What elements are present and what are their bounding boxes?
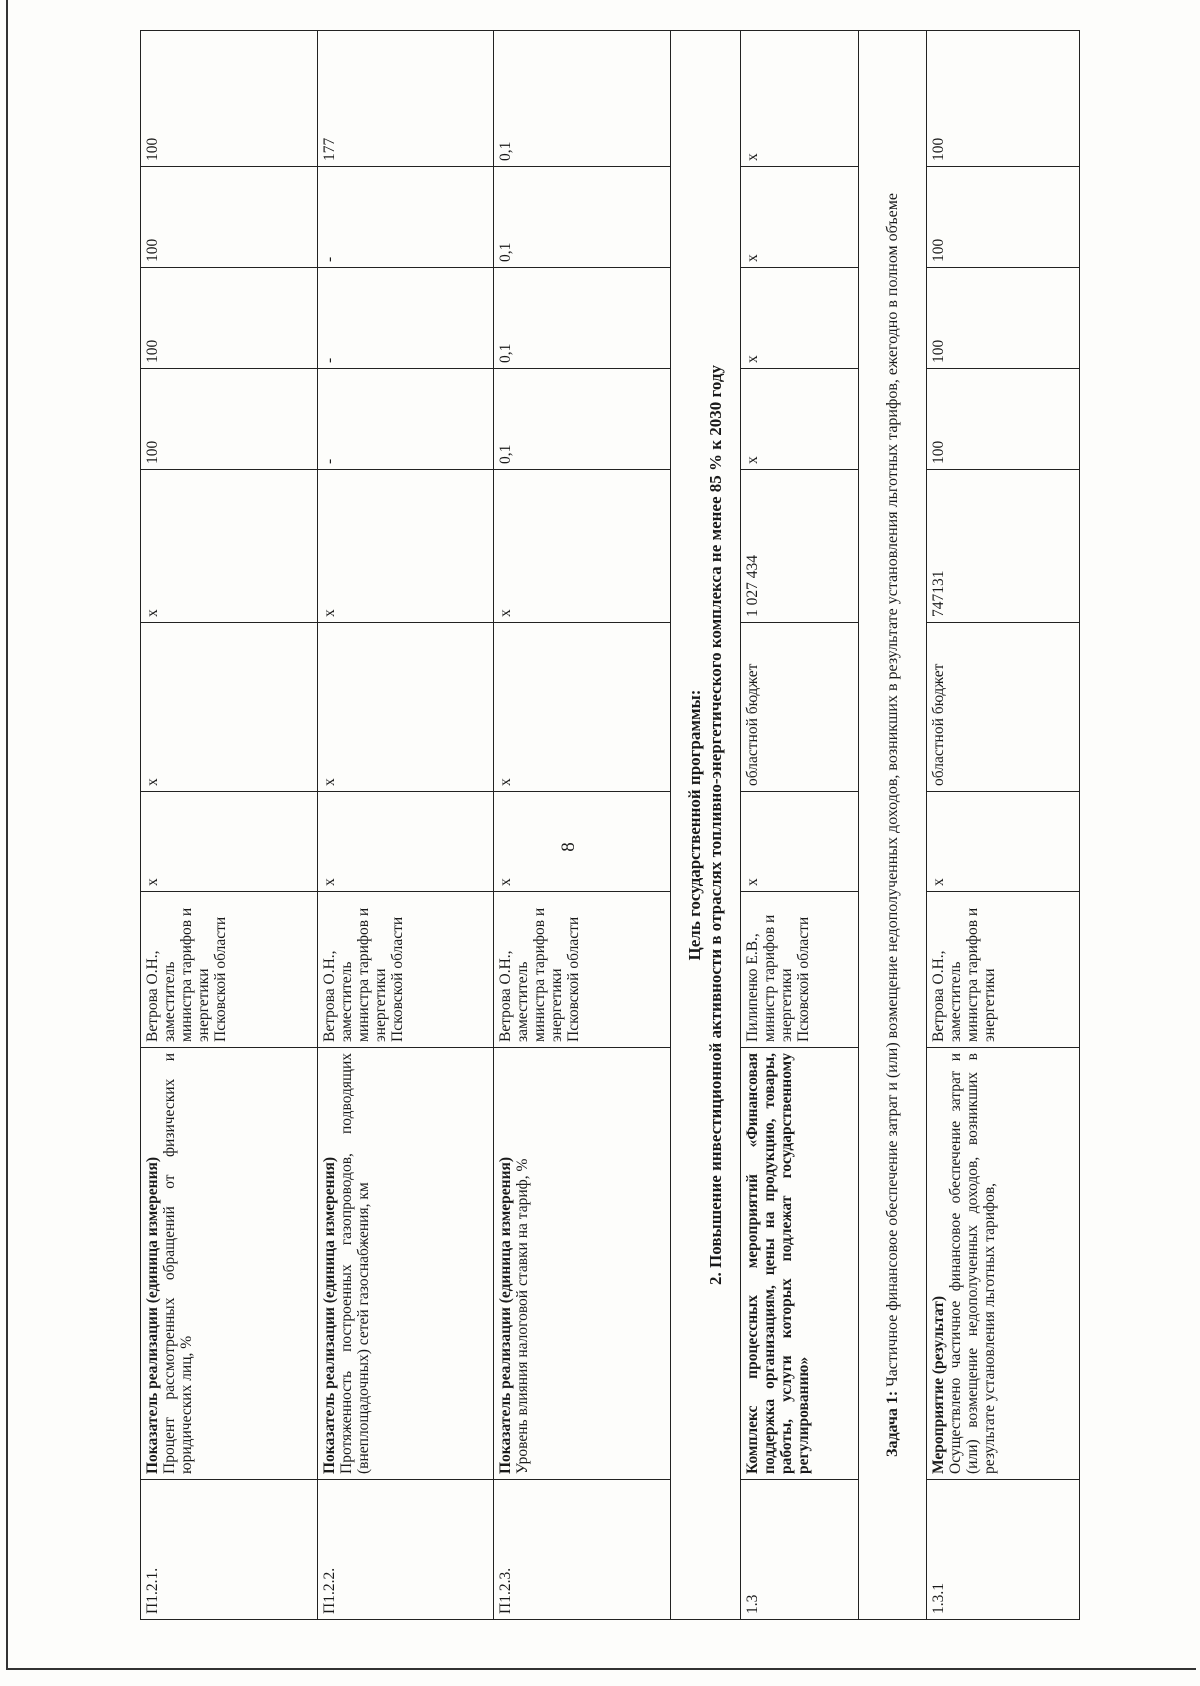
row-source: областной бюджет — [926, 623, 1079, 792]
row-name-cell — [141, 1048, 318, 1480]
row-num: 1.3 — [741, 1480, 859, 1620]
row-amount: 747131 — [926, 470, 1079, 623]
complex-name: Комплекс процессных мероприятий «Финансовая поддержка организациям, цены на продукцию, товары, работы, услуги которых подлежат государственному регулированию» — [741, 1048, 859, 1480]
row-source: х — [494, 623, 671, 792]
row-col4: х — [317, 792, 494, 892]
row-y4: 100 — [926, 31, 1079, 167]
scan-border-bottom — [6, 1668, 1196, 1670]
row-amount: 1 027 434 — [741, 470, 859, 623]
measure-name-head: Мероприятие (результат) — [929, 1295, 947, 1474]
row-name-head: Показатель реализации (единица измерения) — [320, 1156, 338, 1474]
row-y3: 100 — [926, 167, 1079, 268]
row-name-cell — [926, 1048, 1079, 1480]
task-label: Задача 1: — [883, 1390, 901, 1457]
row-y2: 100 — [141, 268, 318, 369]
row-source: х — [317, 623, 494, 792]
row-y3: 100 — [141, 167, 318, 268]
program-table — [140, 30, 1080, 1620]
row-responsible: Ветрова О.Н., заместитель министра тарифов и энергетики Псковской области — [141, 892, 318, 1048]
row-source: областной бюджет — [741, 623, 859, 792]
row-y3: - — [317, 167, 494, 268]
row-y3: х — [741, 167, 859, 268]
measure-name-text: Осуществлено частичное финансовое обеспечение затрат и (или) возмещение недополученных доходов, возникших в результате установления льготных тарифов, — [947, 1053, 999, 1474]
row-y4: 0,1 — [494, 31, 671, 167]
row-y4: 177 — [317, 31, 494, 167]
table-row-p1-2-1 — [141, 31, 318, 1620]
task-text: Частичное финансовое обеспечение затрат и (или) возмещение недополученных доходов, возникших в результате установления льготных тарифов, ежегодно в полном объеме — [883, 193, 901, 1387]
row-amount: х — [141, 470, 318, 623]
row-y4: 100 — [141, 31, 318, 167]
row-num: П1.2.3. — [494, 1480, 671, 1620]
table-row-p1-2-2 — [317, 31, 494, 1620]
row-responsible: Ветрова О.Н., заместитель министра тарифов и энергетики Псковской области — [494, 892, 671, 1048]
row-col4: х — [494, 792, 671, 892]
goal-line1: Цель государственной программы: — [685, 689, 705, 961]
row-y1: 0,1 — [494, 369, 671, 470]
row-amount: х — [317, 470, 494, 623]
task-row — [858, 31, 926, 1620]
rotated-table-sheet — [140, 30, 1080, 1620]
task-cell — [858, 31, 926, 1620]
row-name-cell — [317, 1048, 494, 1480]
row-num: 1.3.1 — [926, 1480, 1079, 1620]
row-y2: 0,1 — [494, 268, 671, 369]
goal-line2: 2. Повышение инвестиционной активности в отраслях топливно-энергетического комплекса не менее 85 % к 2030 году — [706, 365, 726, 1285]
row-y1: - — [317, 369, 494, 470]
row-col4: х — [741, 792, 859, 892]
row-name-head: Показатель реализации (единица измерения) — [497, 1156, 514, 1474]
row-name-text: Протяженность построенных газопроводов, подводящих (внеплощадочных) сетей газоснабжения, км — [337, 1053, 372, 1474]
row-col4: х — [141, 792, 318, 892]
row-y1: 100 — [926, 369, 1079, 470]
page-number: 8 — [558, 842, 579, 852]
row-num: П1.2.1. — [141, 1480, 318, 1620]
row-source: х — [141, 623, 318, 792]
row-y2: 100 — [926, 268, 1079, 369]
row-y1: 100 — [141, 369, 318, 470]
row-responsible: Ветрова О.Н., заместитель министра тарифов и энергетики Псковской области — [317, 892, 494, 1048]
row-responsible: Пилипенко Е.В., министр тарифов и энергетики Псковской области — [741, 892, 859, 1048]
row-col4: х — [926, 792, 1079, 892]
row-y1: х — [741, 369, 859, 470]
row-name-cell — [494, 1048, 671, 1480]
table-row-measure — [926, 31, 1079, 1620]
row-amount: х — [494, 470, 671, 623]
row-y4: х — [741, 31, 859, 167]
row-y2: х — [741, 268, 859, 369]
row-name-head: Показатель реализации (единица измерения) — [144, 1156, 161, 1474]
row-num: П1.2.2. — [317, 1480, 494, 1620]
row-y2: - — [317, 268, 494, 369]
goal-row — [670, 31, 741, 1620]
row-name-text: Уровень влияния налоговой ставки на тариф, % — [514, 1158, 532, 1474]
scan-border-left — [6, 0, 8, 1670]
row-y3: 0,1 — [494, 167, 671, 268]
table-row-complex — [741, 31, 859, 1620]
table-row-p1-2-3 — [494, 31, 671, 1620]
row-name-text: Процент рассмотренных обращений от физических и юридических лиц, % — [161, 1053, 196, 1474]
row-responsible: Ветрова О.Н., заместитель министра тарифов и энергетики — [926, 892, 1079, 1048]
goal-cell — [670, 31, 741, 1620]
